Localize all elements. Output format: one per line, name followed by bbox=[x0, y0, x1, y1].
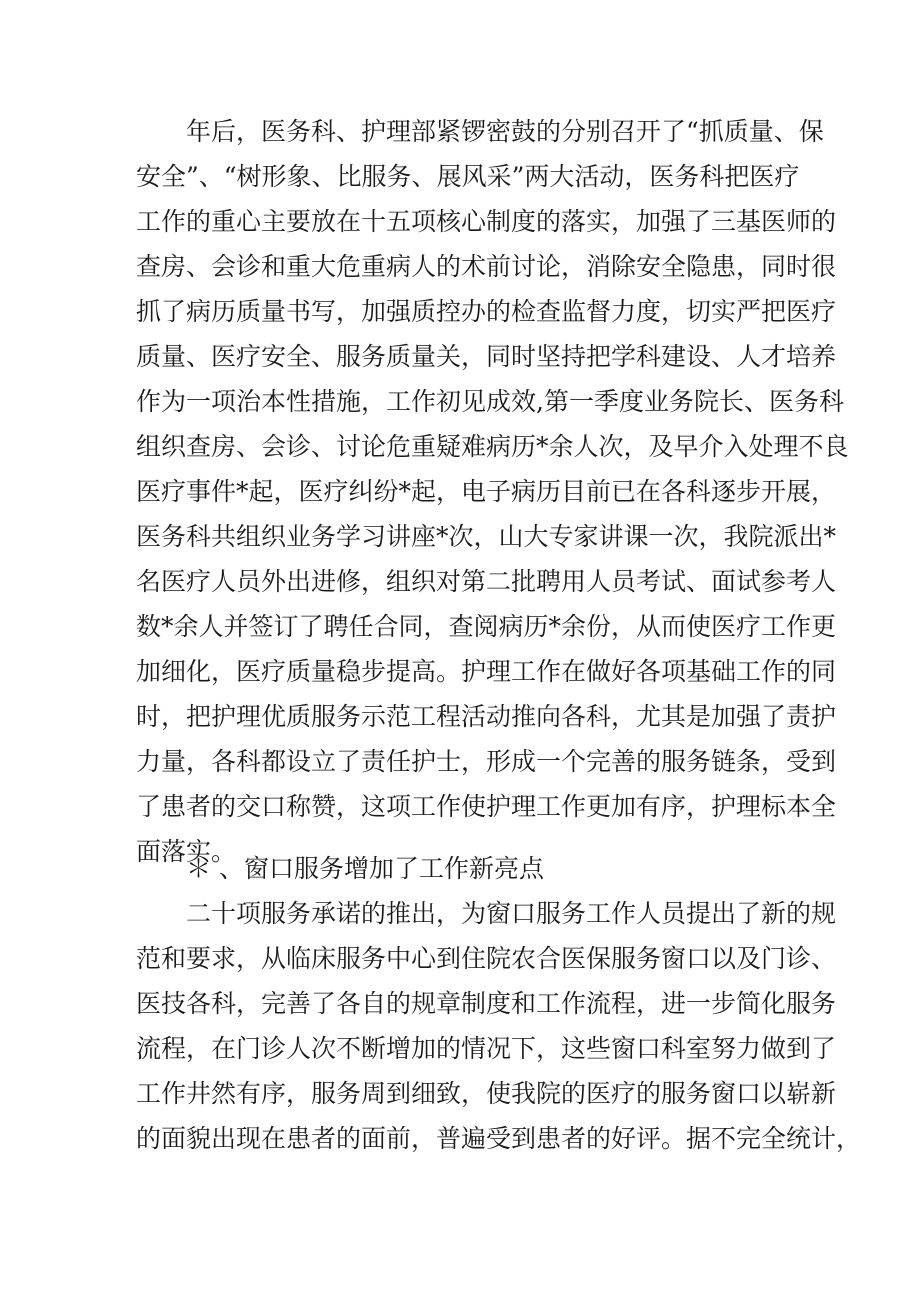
paragraph-1-line-12: 数*余人并签订了聘任合同，查阅病历*余份，从而使医疗工作更 bbox=[136, 612, 837, 641]
paragraph-2-line-5: 工作井然有序，服务周到细致，使我院的医疗的服务窗口以崭新 bbox=[136, 1079, 837, 1108]
paragraph-1-line-5: 抓了病历质量书写，加强质控办的检查监督力度，切实严把医疗 bbox=[136, 297, 837, 326]
paragraph-1-line-6: 质量、医疗安全、服务质量关，同时坚持把学科建设、人才培养 bbox=[136, 342, 837, 371]
paragraph-2-line-1: 二十项服务承诺的推出，为窗口服务工作人员提出了新的规 bbox=[186, 899, 837, 928]
paragraph-2-line-6: 的面貌出现在患者的面前，普遍受到患者的好评。据不完全统计， bbox=[136, 1124, 862, 1153]
paragraph-2-line-3: 医技各科，完善了各自的规章制度和工作流程，进一步简化服务 bbox=[136, 989, 837, 1018]
section-heading: ＊ 、窗口服务增加了工作新亮点 bbox=[186, 854, 544, 883]
paragraph-1-line-11: 名医疗人员外出进修，组织对第二批聘用人员考试、面试参考人 bbox=[136, 567, 837, 596]
paragraph-1-line-17: 面落实。 bbox=[136, 837, 237, 866]
paragraph-1-line-10: 医务科共组织业务学习讲座*次，山大专家讲课一次，我院派出* bbox=[136, 522, 837, 551]
paragraph-1-line-8: 组织查房、会诊、讨论危重疑难病历*余人次，及早介入处理不良 bbox=[136, 432, 849, 461]
paragraph-1-line-2: 安全”、“树形象、比服务、展风采”两大活动，医务科把医疗 bbox=[136, 162, 800, 191]
paragraph-1-line-4: 查房、会诊和重大危重病人的术前讨论，消除安全隐患，同时很 bbox=[136, 252, 837, 281]
paragraph-1-line-14: 时，把护理优质服务示范工程活动推向各科，尤其是加强了责护 bbox=[136, 702, 837, 731]
paragraph-2-line-2: 范和要求，从临床服务中心到住院农合医保服务窗口以及门诊、 bbox=[136, 944, 837, 973]
paragraph-1-line-13: 加细化，医疗质量稳步提高。护理工作在做好各项基础工作的同 bbox=[136, 657, 837, 686]
paragraph-1-line-7: 作为一项治本性措施，工作初见成效,第一季度业务院长、医务科 bbox=[136, 387, 844, 416]
paragraph-2-line-4: 流程，在门诊人次不断增加的情况下，这些窗口科室努力做到了 bbox=[136, 1034, 837, 1063]
paragraph-1-line-3: 工作的重心主要放在十五项核心制度的落实，加强了三基医师的 bbox=[136, 207, 837, 236]
paragraph-1-line-16: 了患者的交口称赞，这项工作使护理工作更加有序，护理标本全 bbox=[136, 792, 837, 821]
paragraph-1-line-15: 力量，各科都设立了责任护士，形成一个完善的服务链条，受到 bbox=[136, 747, 837, 776]
paragraph-1-line-9: 医疗事件*起，医疗纠纷*起，电子病历目前已在各科逐步开展， bbox=[136, 477, 837, 506]
paragraph-1-line-1: 年后，医务科、护理部紧锣密鼓的分别召开了“抓质量、保 bbox=[186, 117, 824, 146]
